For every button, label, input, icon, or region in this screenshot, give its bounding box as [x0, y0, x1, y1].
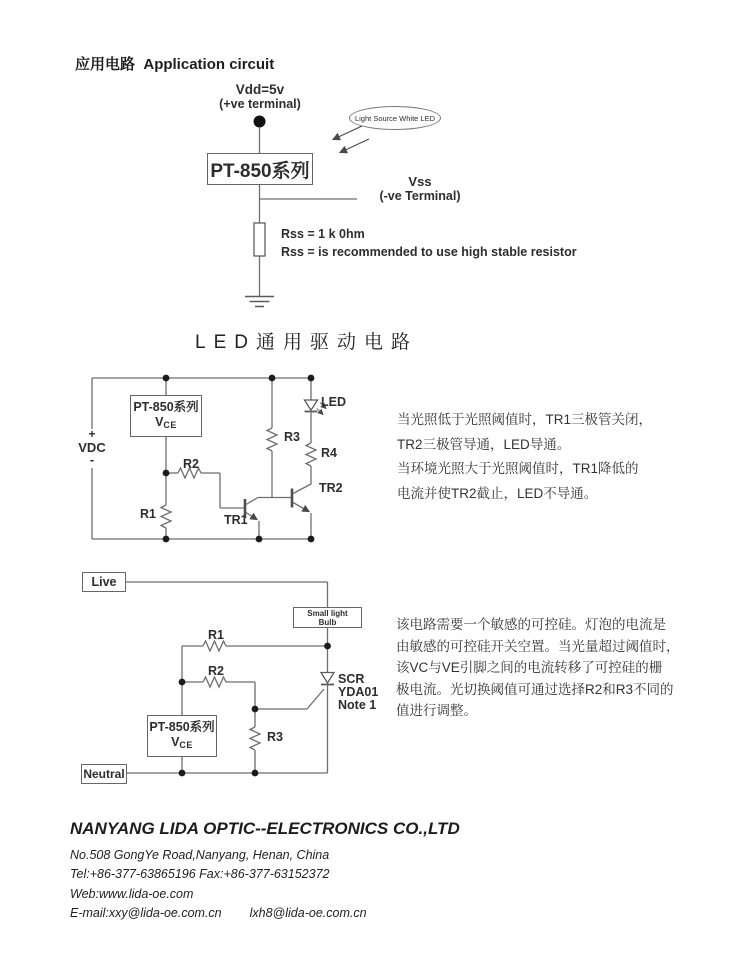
- vss-terminal-label: (-ve Terminal): [379, 189, 461, 203]
- r3-label: R3: [284, 430, 300, 444]
- light-source-label: Light Source White LED: [354, 113, 436, 123]
- r2-label: R2: [208, 664, 224, 678]
- light-source-callout: [349, 106, 441, 130]
- description-line: TR2三极管导通，LED导通。: [397, 436, 571, 452]
- light-arrows-icon: [333, 126, 369, 153]
- led-circuit-title: LED通用驱动电路: [195, 332, 418, 353]
- description-line: 电流并使TR2截止，LED不导通。: [397, 485, 598, 501]
- description-line: 该VC与VE引脚之间的电流转移了可控硅的栅: [396, 660, 663, 676]
- vdc-minus: -: [89, 452, 95, 467]
- scr-label-block: [338, 673, 378, 712]
- tr1-label: TR1: [224, 513, 248, 527]
- vdd-terminal-label: (+ve terminal): [219, 97, 301, 111]
- resistor-r3-icon: [267, 428, 277, 451]
- pt850-box-bottom: [147, 715, 217, 757]
- page-title-zh: 应用电路: [75, 56, 136, 73]
- vdc-label: VDC: [78, 440, 106, 455]
- tr2-npn-transistor-icon: [292, 484, 311, 512]
- description-line: 由敏感的可控硅开关空置。当光量超过阈值时，: [396, 638, 680, 654]
- r1-label: R1: [208, 628, 224, 642]
- company-name: NANYANG LIDA OPTIC--ELECTRONICS CO.,LTD: [70, 819, 460, 838]
- vdc-label-block: [72, 428, 112, 466]
- rss-recommendation: Rss = is recommended to use high stable resistor: [281, 245, 577, 259]
- led-label: LED: [321, 395, 346, 409]
- description-line: 极电流。光切换阈值可通过选择R2和R3不同的: [396, 681, 674, 697]
- pt850-label: PT-850系列: [210, 160, 310, 182]
- top-circuit: [245, 116, 369, 307]
- live-label: Live: [91, 575, 117, 589]
- neutral-terminal-box: [81, 764, 127, 784]
- vce-label: $V_{CE}$: [155, 414, 177, 430]
- bulb-label-line1: Small light: [307, 608, 348, 618]
- live-terminal-box: [82, 572, 126, 592]
- description-line: 值进行调整。: [396, 703, 477, 719]
- ground-icon: [245, 297, 274, 307]
- company-email-2: lxh8@lida-oe.com.cn: [249, 906, 367, 920]
- led-circuit-description: [397, 408, 652, 506]
- vss-label: Vss: [408, 174, 432, 189]
- r2-label: R2: [183, 457, 199, 471]
- scr-part-number: YDA01: [338, 685, 379, 699]
- description-line: 该电路需要一个敏感的可控硅。灯泡的电流是: [396, 617, 666, 632]
- neutral-label: Neutral: [83, 767, 125, 781]
- r3-label: R3: [267, 730, 283, 744]
- company-address: No.508 GongYe Road,Nanyang, Henan, China: [70, 848, 330, 862]
- positive-terminal-dot: [254, 116, 266, 128]
- vdd-label: Vdd=5v: [235, 82, 285, 97]
- rss-value: Rss = 1 k 0hm: [281, 227, 365, 241]
- company-email-line: [70, 906, 367, 920]
- resistor-r1-icon: [203, 641, 226, 651]
- resistor-r4-icon: [306, 443, 316, 466]
- vdc-plus: +: [88, 427, 96, 441]
- pt850-label: PT-850系列: [149, 719, 215, 734]
- rss-note: [281, 227, 577, 259]
- scr-label: SCR: [338, 672, 365, 686]
- pt850-box-middle: [130, 395, 202, 437]
- r1-label: R1: [140, 507, 156, 521]
- resistor-r1-icon: [161, 505, 171, 528]
- pt850-label: PT-850系列: [133, 399, 199, 414]
- led-drive-circuit: [92, 375, 326, 543]
- rss-resistor-icon: [254, 223, 265, 256]
- resistor-r2-icon: [203, 677, 226, 687]
- vdd-label-block: [185, 82, 335, 111]
- tr2-label: TR2: [319, 481, 343, 495]
- scr-icon: [321, 646, 334, 773]
- scr-circuit-description: [396, 614, 680, 722]
- r4-label: R4: [321, 446, 337, 460]
- page-title: [75, 53, 274, 74]
- vce-label: $V_{CE}$: [171, 734, 193, 750]
- small-light-bulb-box: [293, 607, 362, 628]
- bulb-label-line2: Bulb: [318, 617, 337, 627]
- scr-note: Note 1: [338, 698, 377, 712]
- page-title-en: Application circuit: [143, 56, 275, 73]
- company-email-1: E-mail:xxy@lida-oe.com.cn: [70, 906, 222, 920]
- pt850-box-top: [207, 153, 313, 185]
- company-web: Web:www.lida-oe.com: [70, 887, 194, 901]
- vss-label-block: [365, 174, 475, 203]
- resistor-r3-icon: [250, 727, 260, 750]
- description-line: 当光照低于光照阈值时，TR1三极管关闭，: [397, 412, 653, 427]
- company-tel-fax: Tel:+86-377-63865196 Fax:+86-377-63152372: [70, 867, 330, 881]
- description-line: 当环境光照大于光照阈值时，TR1降低的: [397, 461, 639, 476]
